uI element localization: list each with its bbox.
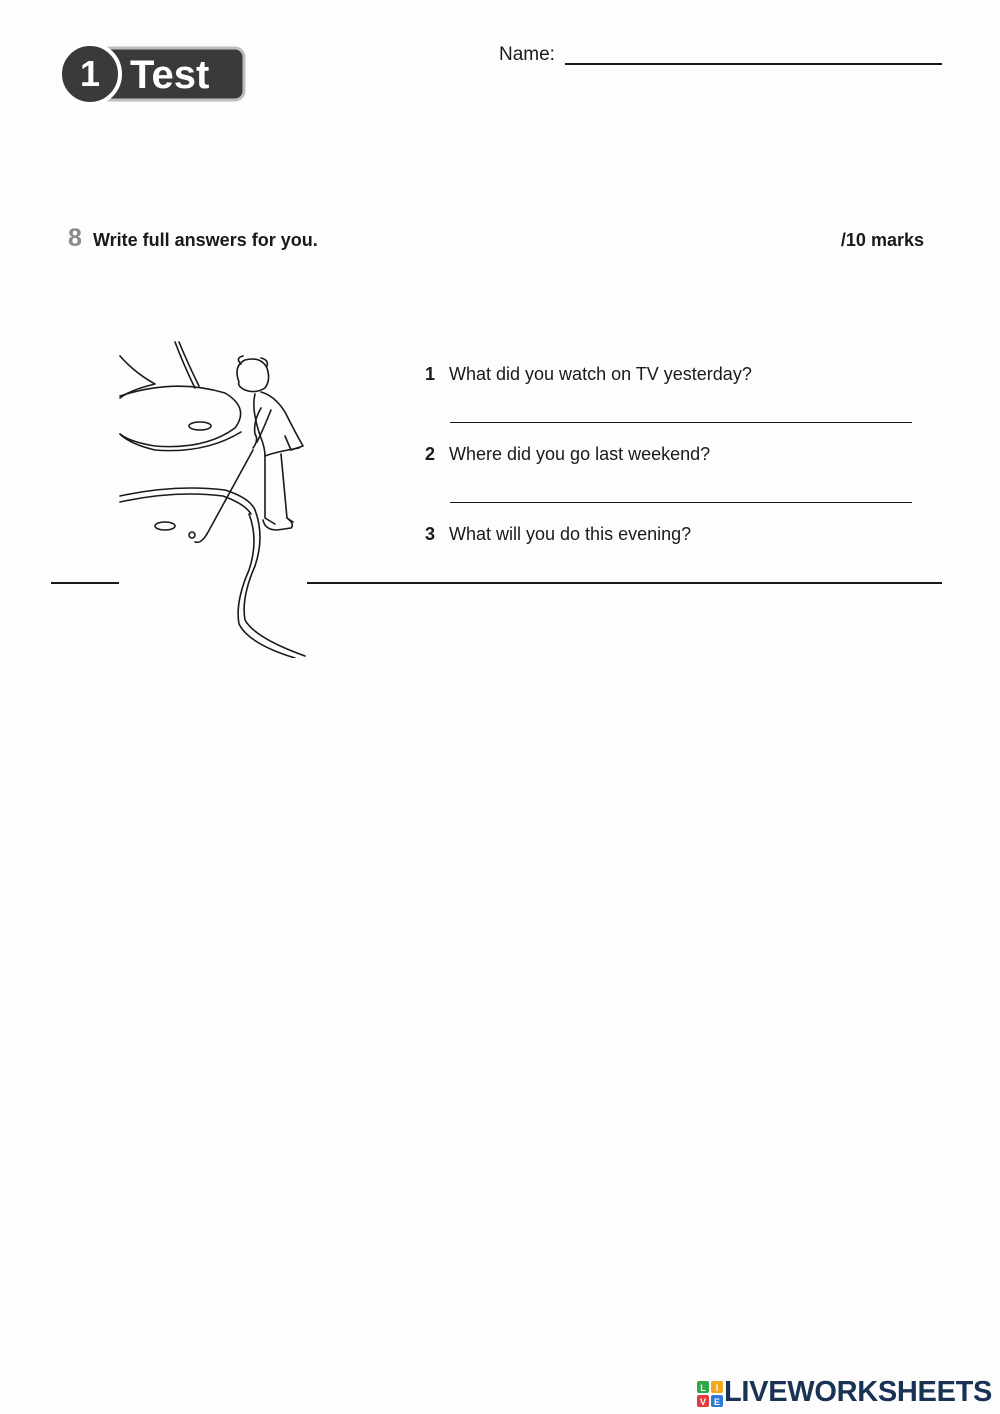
question-3 <box>425 524 691 545</box>
badge-letter: I <box>715 1383 719 1393</box>
badge-letter: L <box>700 1383 706 1393</box>
section-rule-left <box>51 582 119 584</box>
question-1 <box>425 364 752 385</box>
name-label: Name: <box>499 44 555 65</box>
answer-line-2[interactable] <box>450 502 912 503</box>
liveworksheets-badge-icon <box>697 1381 723 1407</box>
badge-letter: E <box>713 1397 721 1407</box>
question-number: 2 <box>425 444 436 464</box>
name-input-line[interactable] <box>565 63 942 65</box>
exercise-marks: /10 marks <box>840 230 924 250</box>
logo-word: Test <box>130 53 210 97</box>
question-text: Where did you go last weekend? <box>449 444 711 464</box>
question-text: What will you do this evening? <box>449 524 692 544</box>
question-number: 3 <box>425 524 436 544</box>
logo-number: 1 <box>79 53 101 94</box>
test-logo <box>58 42 248 106</box>
question-text: What did you watch on TV yesterday? <box>449 364 752 384</box>
liveworksheets-brand: LIVEWORKSHEETS <box>724 1376 993 1408</box>
question-2 <box>425 444 710 465</box>
answer-line-1[interactable] <box>450 422 912 423</box>
exercise-number: 8 <box>68 224 82 252</box>
section-rule-right <box>307 582 942 584</box>
mini-golf-illustration <box>115 338 315 658</box>
badge-letter: V <box>699 1397 707 1407</box>
exercise-instruction: Write full answers for you. <box>93 230 318 250</box>
question-number: 1 <box>425 364 436 384</box>
